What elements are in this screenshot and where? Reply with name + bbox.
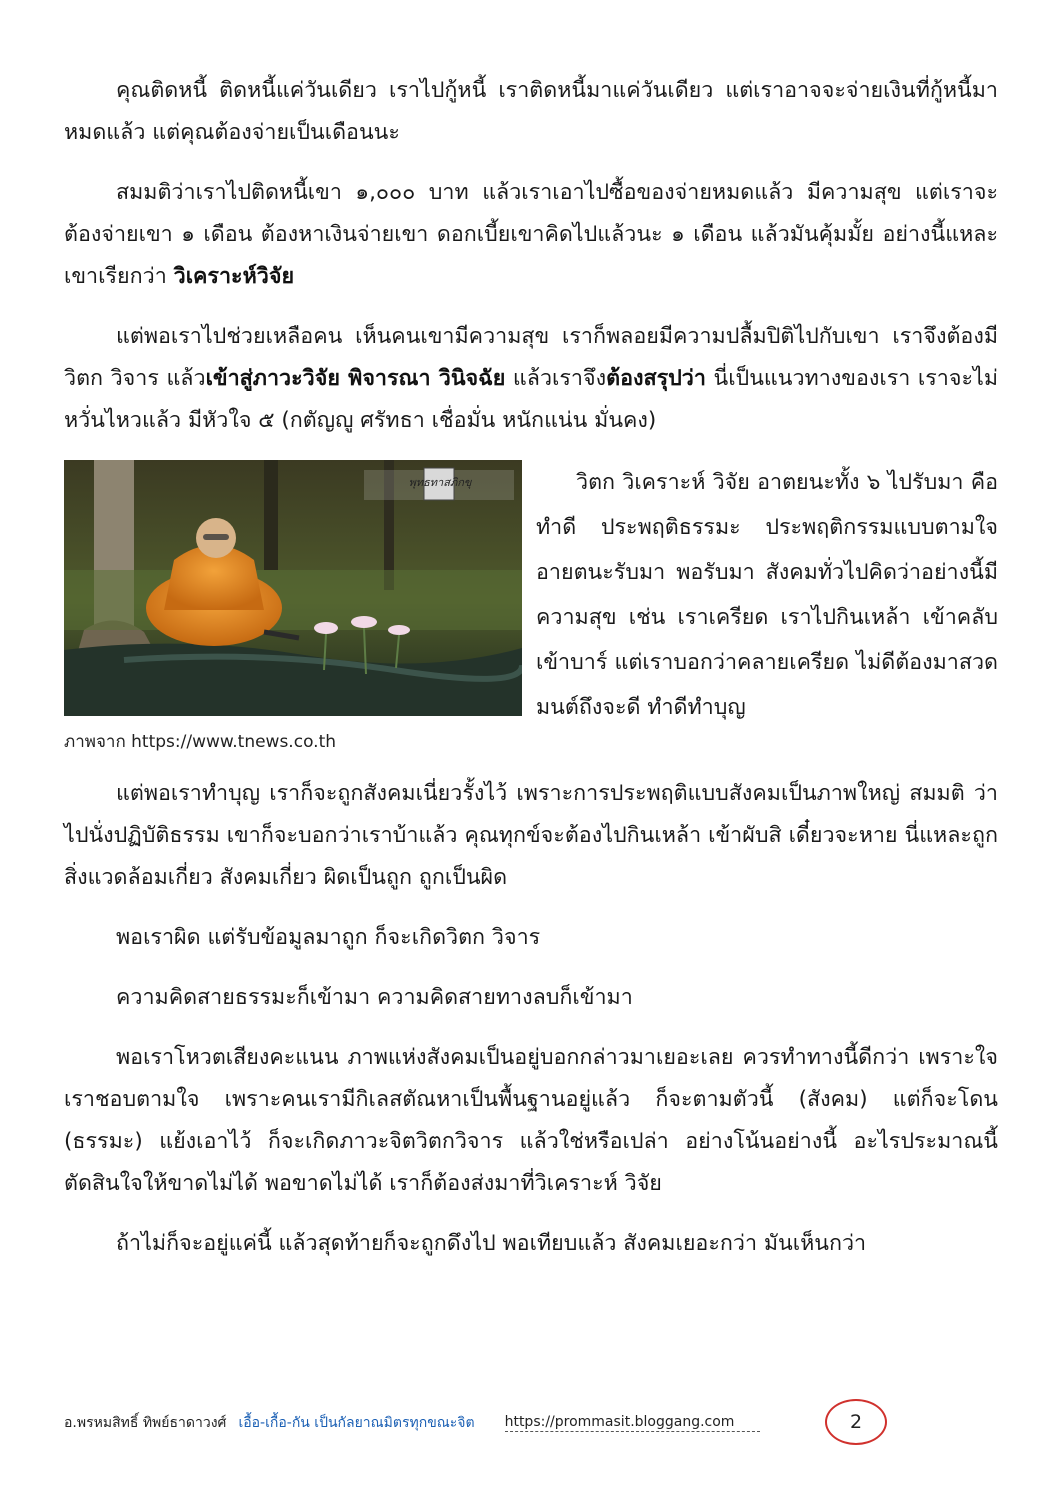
paragraph-3: แต่พอเราไปช่วยเหลือคน เห็นคนเขามีความสุข เราก็พลอยมีความปลื้มปิติไปกับเขา เราจึงต้องมีวิตก วิจาร แล้วเข้าสู่ภาวะวิจัย พิจารณา วินิจฉัย แล้วเราจึงต้องสรุปว่า นี่เป็นแนวทางของเรา เราจะไม่หวั่นไหวแล้ว มีหัวใจ ๕ (กตัญญู ศรัทธา เชื่อมั่น หนักแน่น มั่นคง)	[64, 324, 998, 433]
bold-term: วิเคราะห์วิจัย	[173, 264, 295, 289]
bold-term: ต้องสรุปว่า	[606, 366, 706, 391]
paragraph-7: พอเราโหวตเสียงคะแนน ภาพแห่งสังคมเป็นอยู่บอกกล่าวมาเยอะเลย ควรทำทางนี้ดีกว่า เพราะใจเราชอบตามใจ เพราะคนเรามีกิเลสตัณหาเป็นพื้นฐานอยู่แล้ว ก็จะตามตัวนี้ (สังคม) แต่ก็จะโดน (ธรรมะ) แย้งเอาไว้ ก็จะเกิดภาวะจิตวิตกวิจาร แล้วใช่หรือเปล่า อย่างโน้นอย่างนี้ อะไรประมาณนี้ ตัดสินใจให้ขาดไม่ได้ พอขาดไม่ได้ เราก็ต้องส่งมาที่วิเคราะห์ วิจัย	[64, 1045, 998, 1196]
page-number: 2	[849, 1411, 863, 1433]
paragraph-1: คุณติดหนี้ ติดหนี้แค่วันเดียว เราไปกู้หนี้ เราติดหนี้มาแค่วันเดียว แต่เราอาจจะจ่ายเงินที่กู้หนี้มาหมดแล้ว แต่คุณต้องจ่ายเป็นเดือนนะ	[64, 78, 998, 145]
paragraph-6: ความคิดสายธรรมะก็เข้ามา ความคิดสายทางลบก็เข้ามา	[116, 985, 633, 1010]
photo-signature: พุทธทาสภิกขุ	[408, 476, 472, 489]
footer-url-link[interactable]: https://prommasit.bloggang.com	[505, 1414, 760, 1432]
paragraph-4: แต่พอเราทำบุญ เราก็จะถูกสังคมเนี่ยวรั้งไว้ เพราะการประพฤติแบบสังคมเป็นภาพใหญ่ สมมติ ว่าไปนั่งปฏิบัติธรรม เขาก็จะบอกว่าเราบ้าแล้ว คุณทุกข์จะต้องไปกินเหล้า เข้าผับสิ เดี๋ยวจะหาย นี่แหละถูกสิ่งแวดล้อมเกี่ยว สังคมเกี่ยว ผิดเป็นถูก ถูกเป็นผิด	[64, 781, 998, 890]
paragraph-5: พอเราผิด แต่รับข้อมูลมาถูก ก็จะเกิดวิตก วิจาร	[116, 925, 541, 950]
photo-caption: ภาพจาก https://www.tnews.co.th	[64, 732, 337, 752]
footer-author: อ.พรหมสิทธิ์ ทิพย์ธาดาวงศ์	[64, 1415, 227, 1431]
footer-motto: เอื้อ-เกื้อ-กัน เป็นกัลยาณมิตรทุกขณะจิต	[238, 1415, 475, 1431]
figure	[64, 460, 522, 755]
monk-meditation-photo	[64, 460, 522, 716]
page-number-badge	[825, 1399, 887, 1445]
figure-side-text: วิตก วิเคราะห์ วิจัย อาตยนะทั้ง ๖ ไปรับมา คือ ทำดี ประพฤติธรรมะ ประพฤติกรรมแบบตามใจ อายตนะรับมา พอรับมา สังคมทั่วไปคิดว่าอย่างนี้มีความสุข เช่น เราเครียด เราไปกินเหล้า เข้าคลับเข้าบาร์ แต่เราบอกว่าคลายเครียด ไม่ดีต้องมาสวดมนต์ถึงจะดี ทำดีทำบุญ	[536, 470, 998, 720]
document-body	[64, 70, 998, 1283]
paragraph-8: ถ้าไม่ก็จะอยู่แค่นี้ แล้วสุดท้ายก็จะถูกดึงไป พอเทียบแล้ว สังคมเยอะกว่า มันเห็นกว่า	[116, 1231, 867, 1256]
paragraph-2: สมมติว่าเราไปติดหนี้เขา ๑,๐๐๐ บาท แล้วเราเอาไปซื้อของจ่ายหมดแล้ว มีความสุข แต่เราจะต้องจ่ายเขา ๑ เดือน ต้องหาเงินจ่ายเขา ดอกเบี้ยเขาคิดไปแล้วนะ ๑ เดือน แล้วมันคุ้มมั้ย อย่างนี้แหละเขาเรียกว่า วิเคราะห์วิจัย	[64, 180, 998, 289]
figure-row	[64, 460, 998, 755]
bold-term: เข้าสู่ภาวะวิจัย พิจารณา วินิจฉัย	[205, 366, 506, 391]
